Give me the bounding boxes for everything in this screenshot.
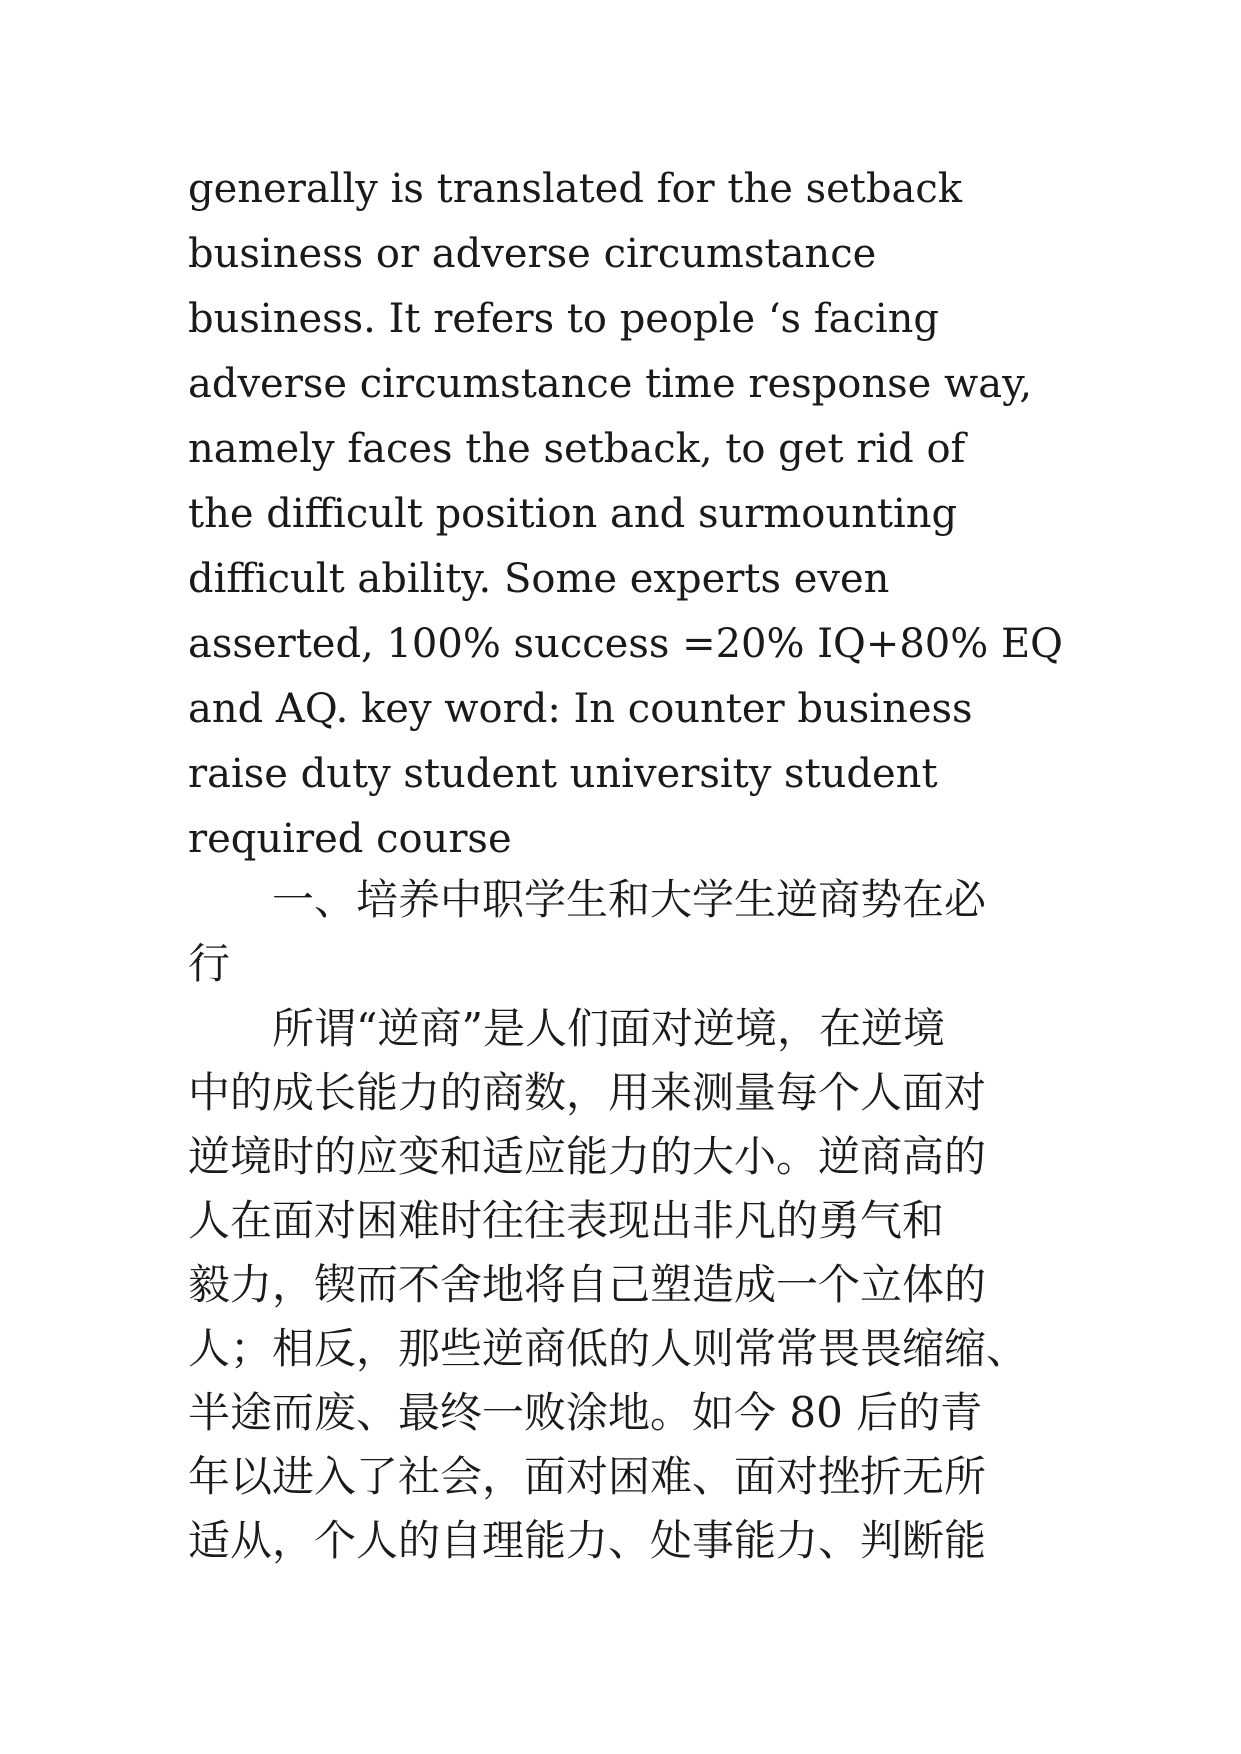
text-line: required course (188, 816, 512, 862)
text-line: asserted, 100% success =20% IQ+80% EQ (188, 621, 1063, 667)
text-line: difficult ability. Some experts even (188, 556, 890, 602)
text-line: 半途而废、最终一败涂地。如今 80 后的青 (188, 1388, 983, 1437)
text-line: 适从，个人的自理能力、处事能力、判断能 (188, 1516, 987, 1565)
body-paragraph (188, 997, 1056, 1573)
text-line: 毅力，锲而不舍地将自己塑造成一个立体的 (188, 1260, 987, 1309)
text-line: 所谓“逆商”是人们面对逆境，在逆境 (188, 1004, 945, 1053)
english-abstract (188, 157, 1063, 872)
text-line: 人在面对困难时往往表现出非凡的勇气和 (188, 1196, 945, 1245)
heading-line: 行 (188, 939, 231, 988)
text-line: the difficult position and surmounting (188, 491, 958, 537)
text-line: 中的成长能力的商数，用来测量每个人面对 (188, 1068, 987, 1117)
text-line: generally is translated for the setback (188, 166, 962, 212)
text-line: business or adverse circumstance (188, 231, 877, 277)
heading-line: 一、培养中职学生和大学生逆商势在必 (188, 875, 987, 924)
text-line: 逆境时的应变和适应能力的大小。逆商高的 (188, 1132, 987, 1181)
text-line: business. It refers to people ‘s facing (188, 296, 940, 342)
text-line: namely faces the setback, to get rid of (188, 426, 966, 472)
text-line: adverse circumstance time response way, (188, 361, 1033, 407)
text-line: raise duty student university student (188, 751, 938, 797)
text-line: 人；相反，那些逆商低的人则常常畏畏缩缩、 (188, 1324, 1029, 1373)
text-line: 年以进入了社会，面对困难、面对挫折无所 (188, 1452, 987, 1501)
text-line: and AQ. key word: In counter business (188, 686, 973, 732)
section-heading (188, 868, 1056, 996)
